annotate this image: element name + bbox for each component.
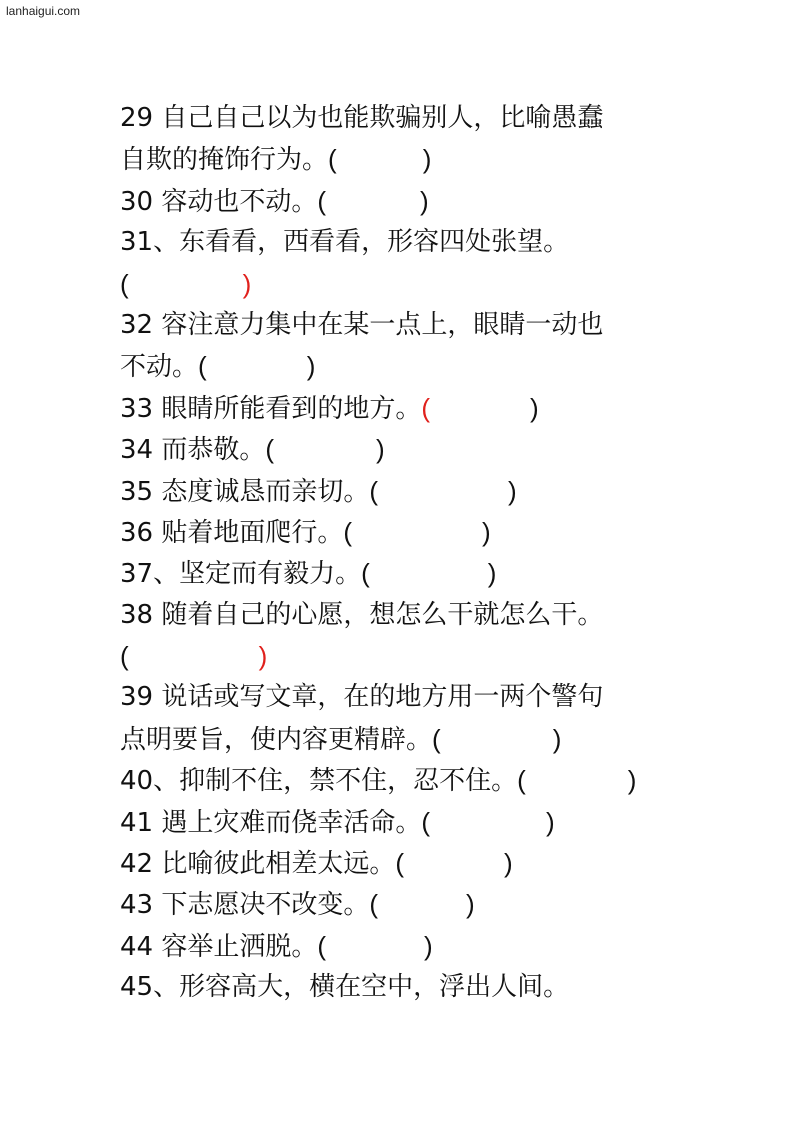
open-paren: (: [120, 268, 129, 299]
question-text: 不动。: [120, 352, 199, 383]
question-text: 34 而恭敬。: [120, 435, 266, 466]
question-text: 36 贴着地面爬行。: [120, 517, 344, 548]
open-paren: (: [395, 848, 405, 879]
exercise-line: [120, 346, 720, 387]
exercise-line: [120, 926, 720, 967]
open-paren: (: [198, 351, 207, 382]
close-paren: ): [552, 723, 562, 754]
question-text: 43 下志愿决不改变。: [120, 890, 370, 921]
exercise-line: [120, 388, 720, 429]
exercise-line: [120, 139, 720, 180]
close-paren: ): [530, 392, 539, 423]
question-text: 31、东看看，西看看，形容四处张望。: [120, 227, 570, 258]
close-paren: ): [508, 475, 517, 506]
exercise-line: [120, 636, 720, 677]
question-text: 42 比喻彼此相差太远。: [120, 849, 396, 880]
open-paren: (: [120, 641, 129, 672]
close-paren: ): [627, 765, 637, 796]
question-text: 32 容注意力集中在某一点上，眼睛一动也: [120, 309, 604, 340]
exercise-line: [120, 553, 720, 594]
open-paren: (: [517, 765, 526, 796]
question-text: 39 说话或写文章，在的地方用一两个警句: [120, 682, 604, 713]
open-paren: (: [421, 392, 431, 423]
close-paren: ): [504, 848, 513, 879]
open-paren: (: [343, 516, 353, 547]
open-paren: (: [369, 475, 379, 506]
close-paren: ): [546, 806, 555, 837]
question-text: 点明要旨，使内容更精辟。: [120, 724, 433, 755]
question-text: 29 自己自己以为也能欺骗别人，比喻愚蠢: [120, 103, 604, 133]
close-paren: ): [422, 144, 432, 175]
close-paren: ): [482, 516, 491, 547]
open-paren: (: [265, 434, 275, 465]
exercise-line: [120, 843, 720, 884]
open-paren: (: [317, 185, 327, 216]
close-paren: ): [487, 558, 497, 589]
exercise-line: [120, 264, 720, 305]
exercise-line: [120, 967, 720, 1008]
open-paren: (: [328, 144, 337, 175]
open-paren: (: [432, 723, 441, 754]
close-paren: ): [466, 889, 475, 920]
exercise-line: [120, 305, 720, 346]
open-paren: (: [361, 558, 370, 589]
question-text: 40、抑制不住，禁不住，忍不住。: [120, 766, 518, 797]
exercise-line: [120, 471, 720, 512]
close-paren: ): [242, 268, 252, 299]
exercise-line: [120, 719, 720, 760]
question-text: 45、形容高大，横在空中，浮出人间。: [120, 972, 570, 1003]
close-paren: ): [424, 930, 433, 961]
question-text: 37、坚定而有毅力。: [120, 559, 362, 590]
exercise-line: [120, 760, 720, 801]
exercise-line: [120, 222, 720, 263]
exercise-line: [120, 181, 720, 222]
site-watermark: lanhaigui.com: [6, 4, 81, 18]
question-text: 41 遇上灾难而侥幸活命。: [120, 807, 422, 838]
exercise-line: [120, 677, 720, 718]
exercise-line: [120, 802, 720, 843]
close-paren: ): [420, 185, 429, 216]
question-text: 38 随着自己的心愿，想怎么干就怎么干。: [120, 599, 604, 630]
open-paren: (: [421, 806, 431, 837]
open-paren: (: [317, 930, 327, 961]
close-paren: ): [376, 434, 385, 465]
question-text: 33 眼睛所能看到的地方。: [120, 393, 422, 424]
open-paren: (: [369, 889, 379, 920]
close-paren: ): [258, 641, 268, 672]
exercise-line: [120, 884, 720, 925]
question-text: 30 容动也不动。: [120, 186, 318, 217]
question-text: 35 态度诚恳而亲切。: [120, 476, 370, 507]
exercise-line: [120, 512, 720, 553]
question-text: 44 容举止洒脱。: [120, 931, 318, 962]
exercise-list: [120, 98, 720, 1009]
question-text: 自欺的掩饰行为。: [120, 145, 329, 176]
close-paren: ): [306, 351, 316, 382]
exercise-line: [120, 429, 720, 470]
exercise-line: [120, 595, 720, 636]
exercise-line: [120, 98, 720, 139]
